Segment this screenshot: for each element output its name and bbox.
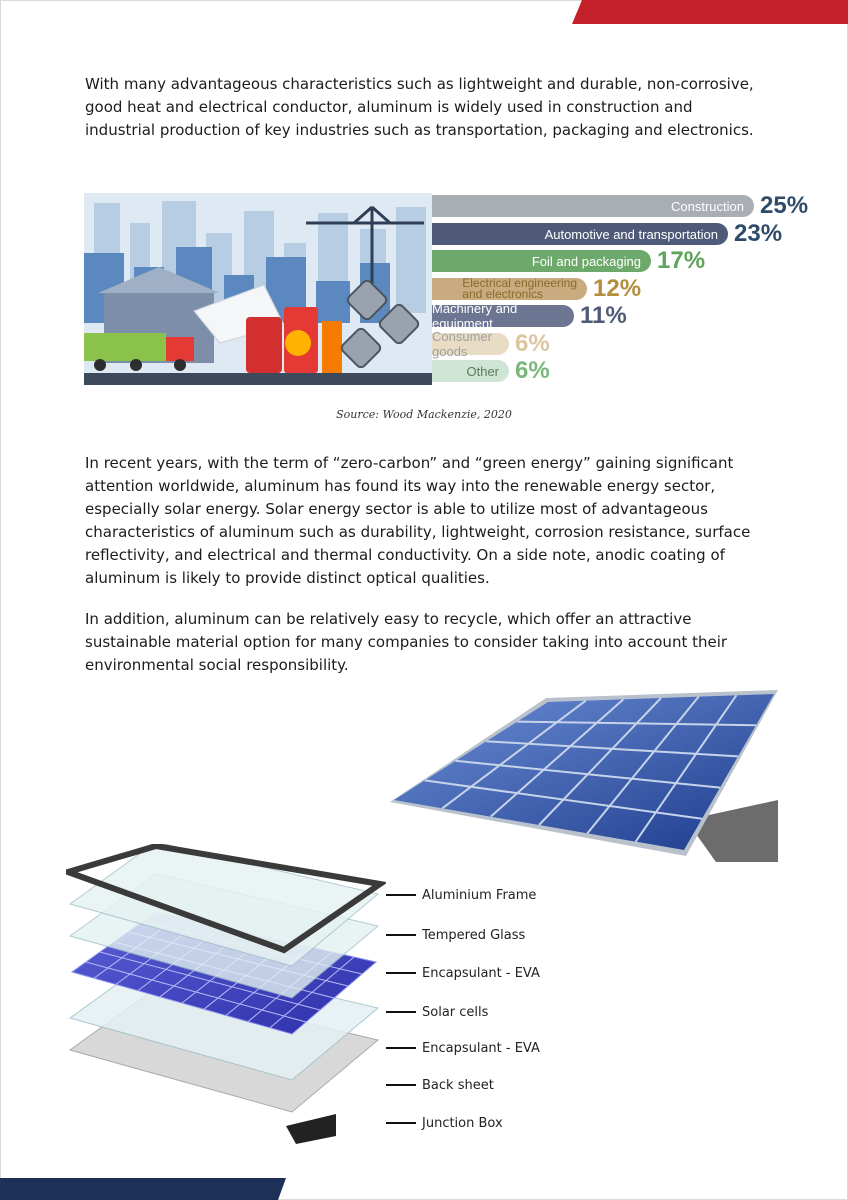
layer-name: Encapsulant - EVA xyxy=(422,1040,540,1056)
bar xyxy=(432,223,728,245)
bottom-accent-bar xyxy=(0,1178,286,1200)
layer-label xyxy=(386,1038,540,1058)
leader-line xyxy=(386,934,416,936)
bar-category-label: Construction xyxy=(671,198,744,214)
layer-name: Tempered Glass xyxy=(422,927,526,943)
bar-value-label: 6% xyxy=(515,330,550,357)
bar-category-label: Other xyxy=(466,363,499,379)
leader-line xyxy=(386,1122,416,1124)
top-accent-bar xyxy=(572,0,848,24)
bar-value-label: 23% xyxy=(734,220,783,247)
leader-line xyxy=(386,894,416,896)
bar-category-label: Foil and packaging xyxy=(531,253,641,269)
layer-name: Aluminium Frame xyxy=(422,887,537,903)
leader-line xyxy=(386,1011,416,1013)
bar-value-label: 25% xyxy=(760,192,809,219)
layer-label xyxy=(386,925,525,945)
solar-panel-photo xyxy=(386,690,778,862)
leader-line xyxy=(386,1047,416,1049)
leader-line xyxy=(386,972,416,974)
bar-value-label: 6% xyxy=(515,357,550,384)
layer-name: Solar cells xyxy=(422,1004,489,1020)
layer-label xyxy=(386,1113,503,1133)
leader-line xyxy=(386,1084,416,1086)
layer-name: Encapsulant - EVA xyxy=(422,965,540,981)
recycle-paragraph: In addition, aluminum can be relatively easy to recycle, which offer an attractive sustainable material option for many companies to consider taking into account their environmental social responsibility. xyxy=(85,610,728,674)
aluminum-usage-infographic xyxy=(84,193,808,385)
bar-value-label: 12% xyxy=(593,275,642,302)
panel-layers-diagram xyxy=(66,844,386,1166)
bar-chart xyxy=(432,193,808,385)
city-illustration xyxy=(84,193,432,385)
bar-category-label: Electrical engineering and electronics xyxy=(462,276,577,301)
bar xyxy=(432,329,509,359)
layer-label xyxy=(386,963,540,983)
bar-category-label: Machinery and equipment xyxy=(432,301,518,331)
bar-value-label: 17% xyxy=(657,247,706,274)
bar xyxy=(432,195,754,217)
solar-paragraph: In recent years, with the term of “zero-carbon” and “green energy” gaining significant attention worldwide, aluminum has found its way into the renewable energy sector, especially solar energy. Solar energy sector is able to utilize most of advantageous characteristics of aluminum such as durability, lightweight, corrosion resistance, surface reflectivity, and electrical and thermal conductivity. On a side note, anodic coating of aluminum is likely to provide distinct optical qualities. xyxy=(85,454,751,587)
layer-label xyxy=(386,1002,488,1022)
bar xyxy=(432,250,651,272)
layer-name: Back sheet xyxy=(422,1077,494,1093)
chart-source: Source: Wood Mackenzie, 2020 xyxy=(336,408,512,421)
layer-name: Junction Box xyxy=(422,1115,503,1131)
bar xyxy=(432,360,509,382)
layer-label xyxy=(386,885,536,905)
layer-label xyxy=(386,1075,494,1095)
bar xyxy=(432,301,574,331)
bar-value-label: 11% xyxy=(580,302,627,329)
intro-paragraph: With many advantageous characteristics such as lightweight and durable, non-corrosive, good heat and electrical conductor, aluminum is widely used in construction and industrial production of key industries such as transportation, packaging and electronics. xyxy=(85,75,754,139)
bar-category-label: Automotive and transportation xyxy=(544,226,718,242)
bar-category-label: Consumer goods xyxy=(432,329,492,359)
bar xyxy=(432,278,587,300)
